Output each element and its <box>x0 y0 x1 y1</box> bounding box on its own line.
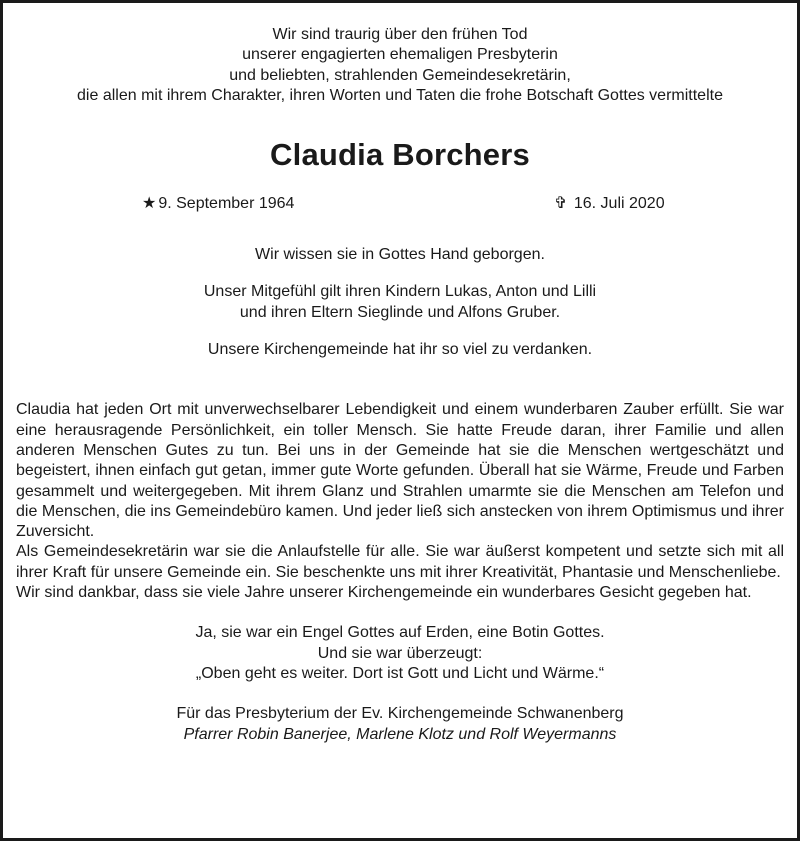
closing-quote <box>16 623 784 684</box>
gods-hand-statement: Wir wissen sie in Gottes Hand geborgen. <box>255 246 545 264</box>
tribute-paragraph: Als Gemeindesekretärin war sie die Anlaufstelle für alle. Sie war äußerst kompetent und setzte sich mit all ihrer Kraft für unsere Gemeinde ein. Sie beschenkte uns mit ihrer Kreativität, Phantasie und Menschenliebe. <box>16 543 784 581</box>
intro-line: und beliebten, strahlenden Gemeindesekretärin, <box>229 66 571 84</box>
intro-line: unserer engagierten ehemaligen Presbyterin <box>242 46 558 64</box>
intro-line: Wir sind traurig über den frühen Tod <box>272 26 528 43</box>
sympathy-line: Unser Mitgefühl gilt ihren Kindern Lukas, Anton und Lilli <box>203 283 597 301</box>
birth-date <box>142 194 294 214</box>
quote-line: Ja, sie war ein Engel Gottes auf Erden, eine Botin Gottes. <box>195 624 605 642</box>
signature-block <box>16 704 784 745</box>
death-date-text: 16. Juli 2020 <box>573 195 665 213</box>
quote-line: „Oben geht es weiter. Dort ist Gott und Licht und Wärme.“ <box>195 664 605 682</box>
tribute-text <box>16 400 784 603</box>
tribute-paragraph: Wir sind dankbar, dass sie viele Jahre unserer Kirchengemeinde ein wunderbares Gesicht gegeben hat. <box>16 584 752 602</box>
intro-line: die allen mit ihrem Charakter, ihren Worten und Taten die frohe Botschaft Gottes vermittelte <box>77 86 723 104</box>
death-date <box>554 194 665 214</box>
gratitude-statement: Unsere Kirchengemeinde hat ihr so viel zu verdanken. <box>207 341 593 359</box>
sympathy-statement <box>16 282 784 323</box>
signature-organization: Für das Presbyterium der Ev. Kirchengemeinde Schwanenberg <box>176 705 624 723</box>
sympathy-line: und ihren Eltern Sieglinde und Alfons Gruber. <box>239 303 561 321</box>
tribute-paragraph: Claudia hat jeden Ort mit unverwechselbarer Lebendigkeit und einem wunderbaren Zauber erfüllt. Sie war eine herausragende Persönlichkeit, ein toller Mensch. Sie hatte Freude daran, ihrer Familie und allen anderen Menschen Gutes zu tun. Bei uns in der Gemeinde hat sie die Menschen wertgeschätzt und begeistert, ihnen einfach gut getan, immer gute Worte gefunden. Überall hat sie Wärme, Freude und Farben gesammelt und weitergegeben. Mit ihrem Glanz und Strahlen umarmte sie die Menschen am Telefon und die Menschen, die ins Gemeindebüro kamen. Und jeder ließ sich anstecken von ihrem Optimismus und ihrer Zuversicht. <box>16 401 784 541</box>
intro-text <box>16 25 784 106</box>
quote-line: Und sie war überzeugt: <box>317 644 483 662</box>
deceased-name: Claudia Borchers <box>270 137 530 173</box>
signature-names: Pfarrer Robin Banerjee, Marlene Klotz und Rolf Weyermanns <box>183 725 617 743</box>
birth-date-text: 9. September 1964 <box>158 195 295 213</box>
obituary-content <box>16 25 784 745</box>
cross-icon: ✞ <box>554 195 568 213</box>
star-icon: ★ <box>142 195 157 213</box>
life-dates <box>16 194 784 216</box>
